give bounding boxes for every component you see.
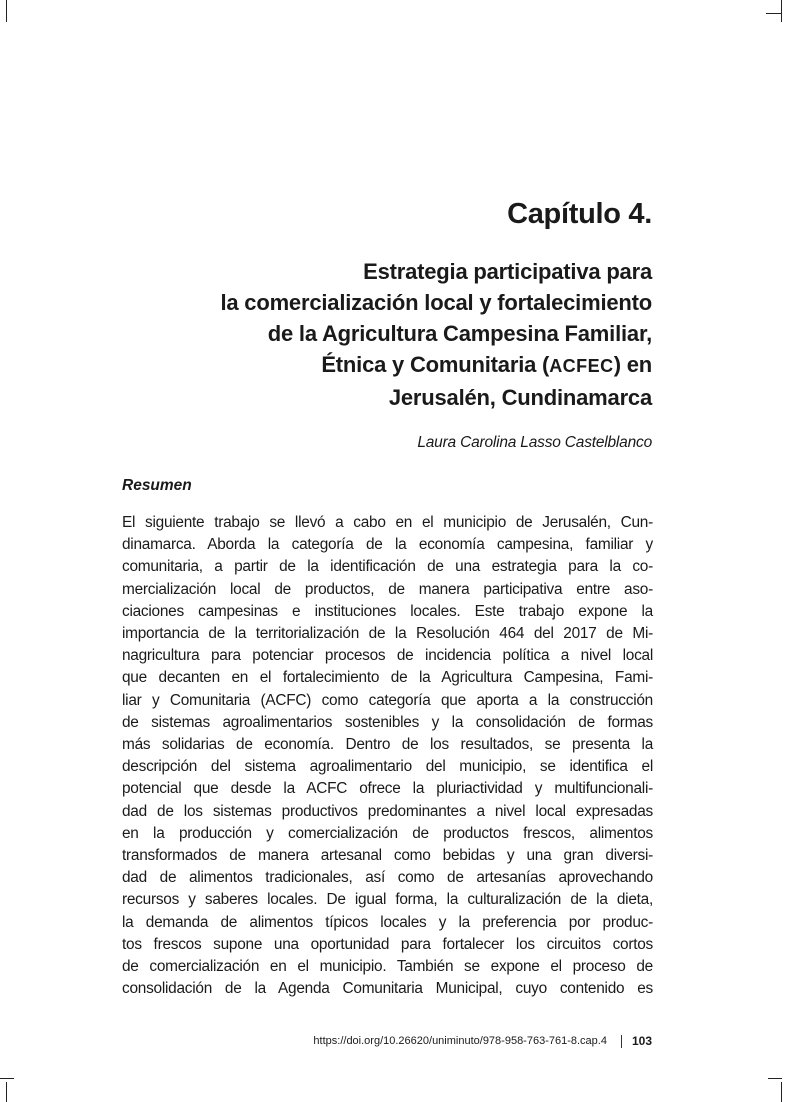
title-line-2: la comercialización local y fortalecimiento [220,290,652,315]
abstract-body [122,512,653,1000]
crop-mark-top-right [781,0,782,22]
abstract-heading: Resumen [122,477,192,494]
abstract-line: de comercialización en el municipio. También se expone el proceso de [122,958,653,976]
page-number: 103 [631,1034,652,1048]
abstract-line: importancia de la territorialización de la Resolución 464 del 2017 de Mi- [122,625,653,643]
chapter-title [92,256,652,413]
abstract-line: liar y Comunitaria (ACFC) como categoría que aporta a la construcción [122,691,653,709]
chapter-label: Capítulo 4. [507,198,652,230]
abstract-line: en la producción y comercialización de productos frescos, alimentos [122,824,653,842]
title-line-5: Jerusalén, Cundinamarca [388,385,652,410]
title-line-1: Estrategia participativa para [363,259,652,284]
footer-separator [621,1035,622,1048]
abstract-line: tos frescos supone una oportunidad para fortalecer los circuitos cortos [122,935,653,953]
abstract-line: mercialización local de productos, de manera participativa entre aso- [122,580,653,598]
abstract-line: dinamarca. Aborda la categoría de la economía campesina, familiar y [122,536,653,554]
abstract-line: potencial que desde la ACFC ofrece la pluriactividad y multifuncionali- [122,780,653,798]
title-line-4 [92,349,652,382]
crop-mark-top-right-h [766,13,782,14]
abstract-line: ciaciones campesinas e instituciones locales. Este trabajo expone la [122,602,653,620]
abstract-line: de sistemas agroalimentarios sostenibles y la consolidación de formas [122,713,653,731]
author-name: Laura Carolina Lasso Castelblanco [417,434,652,451]
doi-link[interactable]: https://doi.org/10.26620/uniminuto/978-958-763-761-8.cap.4 [313,1035,607,1047]
abstract-line: transformados de manera artesanal como bebidas y una gran diversi- [122,847,653,865]
title-line-4-post: ) en [613,352,652,377]
abstract-line: El siguiente trabajo se llevó a cabo en el municipio de Jerusalén, Cun- [122,514,653,531]
abstract-line: consolidación de la Agenda Comunitaria Municipal, cuyo contenido es [122,980,653,998]
title-acronym: ACFEC [549,356,614,376]
crop-mark-top-left [6,0,7,22]
abstract-line: más solidarias de economía. Dentro de los resultados, se presenta la [122,736,653,754]
crop-mark-bottom-left-h [0,1078,14,1079]
title-line-3: de la Agricultura Campesina Familiar, [267,321,652,346]
crop-mark-bottom-right [781,1082,782,1102]
abstract-line: dad de los sistemas productivos predominantes a nivel local expresadas [122,802,653,820]
crop-mark-bottom-left [6,1082,7,1102]
crop-mark-bottom-right-h [768,1078,782,1079]
abstract-line: comunitaria, a partir de la identificación de una estrategia para la co- [122,558,653,576]
abstract-line: dad de alimentos tradicionales, así como de artesanías aprovechando [122,869,653,887]
title-line-4-pre: Étnica y Comunitaria ( [321,352,550,377]
abstract-line: la demanda de alimentos típicos locales y la preferencia por produc- [122,913,653,931]
page-footer [313,1034,652,1048]
abstract-line: que decanten en el fortalecimiento de la Agricultura Campesina, Fami- [122,669,653,687]
abstract-line: nagricultura para potenciar procesos de incidencia política a nivel local [122,647,653,665]
abstract-line: descripción del sistema agroalimentario del municipio, se identifica el [122,758,653,776]
abstract-line: recursos y saberes locales. De igual forma, la culturalización de la dieta, [122,891,653,909]
